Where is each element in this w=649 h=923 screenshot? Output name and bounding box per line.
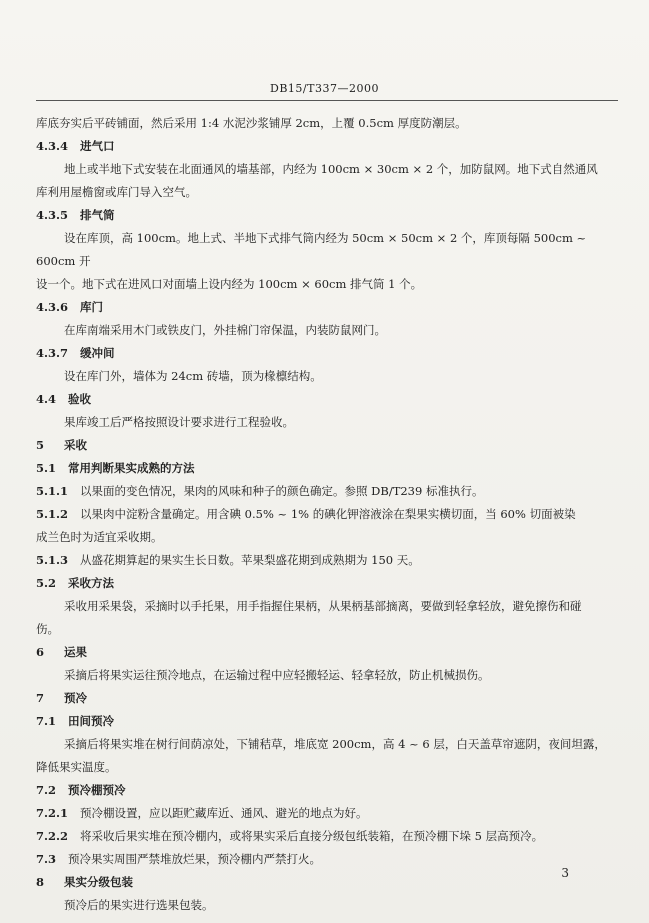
page-header: DB15/T337—2000 bbox=[270, 82, 379, 95]
section-title: 排气筒 bbox=[80, 208, 115, 222]
section-heading bbox=[36, 848, 618, 871]
section-heading bbox=[36, 342, 618, 365]
section-number: 7.3 bbox=[36, 852, 57, 866]
paragraph-line: 降低果实温度。 bbox=[36, 760, 117, 774]
section-title: 以果肉中淀粉含量确定。用含碘 0.5% ~ 1% 的碘化钾溶液涂在梨果实横切面，当 60% 切面被染 bbox=[80, 507, 576, 521]
section-number: 6 bbox=[36, 645, 45, 659]
section-title: 将采收后果实堆在预冷棚内，或将果实采后直接分级包纸装箱，在预冷棚下垛 5 层高预冷。 bbox=[80, 829, 544, 843]
paragraph-line: 采摘后将果实运往预冷地点，在运输过程中应轻搬轻运、轻拿轻放，防止机械损伤。 bbox=[64, 668, 490, 682]
section-number: 7.2 bbox=[36, 783, 57, 797]
paragraph-line: 设在库顶，高 100cm。地上式、半地下式排气筒内经为 50cm × 50cm × 2 个，库顶每隔 500cm ~ 600cm 开 bbox=[36, 231, 587, 268]
section-heading bbox=[36, 825, 618, 848]
section-heading bbox=[36, 503, 618, 526]
section-number: 4.3.6 bbox=[36, 300, 69, 314]
section-title: 田间预冷 bbox=[68, 714, 114, 728]
section-title: 库门 bbox=[80, 300, 103, 314]
section-number: 4.4 bbox=[36, 392, 57, 406]
section-title: 采收方法 bbox=[68, 576, 114, 590]
paragraph-line: 伤。 bbox=[36, 622, 59, 636]
section-title: 预冷 bbox=[64, 691, 87, 705]
section-heading bbox=[36, 388, 618, 411]
paragraph-line: 预冷后的果实进行选果包装。 bbox=[64, 898, 214, 912]
paragraph-line: 采收用采果袋，采摘时以手托果，用手指握住果柄，从果柄基部摘离，要做到轻拿轻放，避免擦伤和碰 bbox=[64, 599, 582, 613]
section-title: 预冷棚设置，应以距贮藏库近、通风、避光的地点为好。 bbox=[80, 806, 368, 820]
section-title: 进气口 bbox=[80, 139, 115, 153]
section-number: 4.3.7 bbox=[36, 346, 69, 360]
section-number: 5.1.3 bbox=[36, 553, 69, 567]
section-title: 采收 bbox=[64, 438, 87, 452]
section-heading bbox=[36, 802, 618, 825]
section-number: 7 bbox=[36, 691, 45, 705]
section-title: 果实分级包装 bbox=[64, 875, 133, 889]
section-heading bbox=[36, 457, 618, 480]
page-number: 3 bbox=[561, 866, 569, 880]
section-number: 7.1 bbox=[36, 714, 57, 728]
section-heading bbox=[36, 710, 618, 733]
section-title: 预冷果实周围严禁堆放烂果，预冷棚内严禁打火。 bbox=[68, 852, 321, 866]
document-body bbox=[36, 112, 618, 917]
section-heading bbox=[36, 871, 618, 894]
section-heading bbox=[36, 480, 618, 503]
paragraph-line: 地上或半地下式安装在北面通风的墙基部，内经为 100cm × 30cm × 2 个，加防鼠网。地下式自然通风 bbox=[64, 162, 598, 176]
section-title: 以果面的变色情况，果肉的风味和种子的颜色确定。参照 DB/T239 标准执行。 bbox=[80, 484, 484, 498]
section-heading bbox=[36, 549, 618, 572]
section-title: 缓冲间 bbox=[80, 346, 115, 360]
section-heading bbox=[36, 434, 618, 457]
section-heading bbox=[36, 641, 618, 664]
section-title: 常用判断果实成熟的方法 bbox=[68, 461, 195, 475]
paragraph-line: 设一个。地下式在进风口对面墙上设内经为 100cm × 60cm 排气筒 1 个。 bbox=[36, 277, 423, 291]
paragraph-line: 成兰色时为适宜采收期。 bbox=[36, 530, 163, 544]
section-number: 8 bbox=[36, 875, 45, 889]
paragraph-line: 采摘后将果实堆在树行间荫凉处，下铺秸草，堆底宽 200cm，高 4 ~ 6 层，白天盖草帘遮阴，夜间坦露， bbox=[64, 737, 606, 751]
header-rule bbox=[36, 100, 618, 101]
section-heading bbox=[36, 135, 618, 158]
section-heading bbox=[36, 296, 618, 319]
section-number: 5.1.1 bbox=[36, 484, 69, 498]
section-title: 从盛花期算起的果实生长日数。苹果梨盛花期到成熟期为 150 天。 bbox=[80, 553, 420, 567]
paragraph-line: 在库南端采用木门或铁皮门，外挂棉门帘保温，内装防鼠网门。 bbox=[64, 323, 386, 337]
section-title: 验收 bbox=[68, 392, 91, 406]
section-heading bbox=[36, 687, 618, 710]
section-heading bbox=[36, 204, 618, 227]
section-number: 5.1.2 bbox=[36, 507, 69, 521]
paragraph-line: 设在库门外，墙体为 24cm 砖墙，顶为椽檩结构。 bbox=[64, 369, 322, 383]
section-number: 5.1 bbox=[36, 461, 57, 475]
paragraph-line: 库底夯实后平砖铺面，然后采用 1:4 水泥沙浆铺厚 2cm，上覆 0.5cm 厚度防潮层。 bbox=[36, 116, 467, 130]
paragraph-line: 库利用屋檐窗或库门导入空气。 bbox=[36, 185, 197, 199]
section-heading bbox=[36, 779, 618, 802]
section-number: 4.3.5 bbox=[36, 208, 69, 222]
section-number: 5.2 bbox=[36, 576, 57, 590]
section-number: 5 bbox=[36, 438, 45, 452]
paragraph-line: 果库竣工后严格按照设计要求进行工程验收。 bbox=[64, 415, 294, 429]
section-heading bbox=[36, 572, 618, 595]
section-title: 预冷棚预冷 bbox=[68, 783, 126, 797]
section-number: 4.3.4 bbox=[36, 139, 69, 153]
section-number: 7.2.1 bbox=[36, 806, 69, 820]
section-number: 7.2.2 bbox=[36, 829, 69, 843]
section-title: 运果 bbox=[64, 645, 87, 659]
